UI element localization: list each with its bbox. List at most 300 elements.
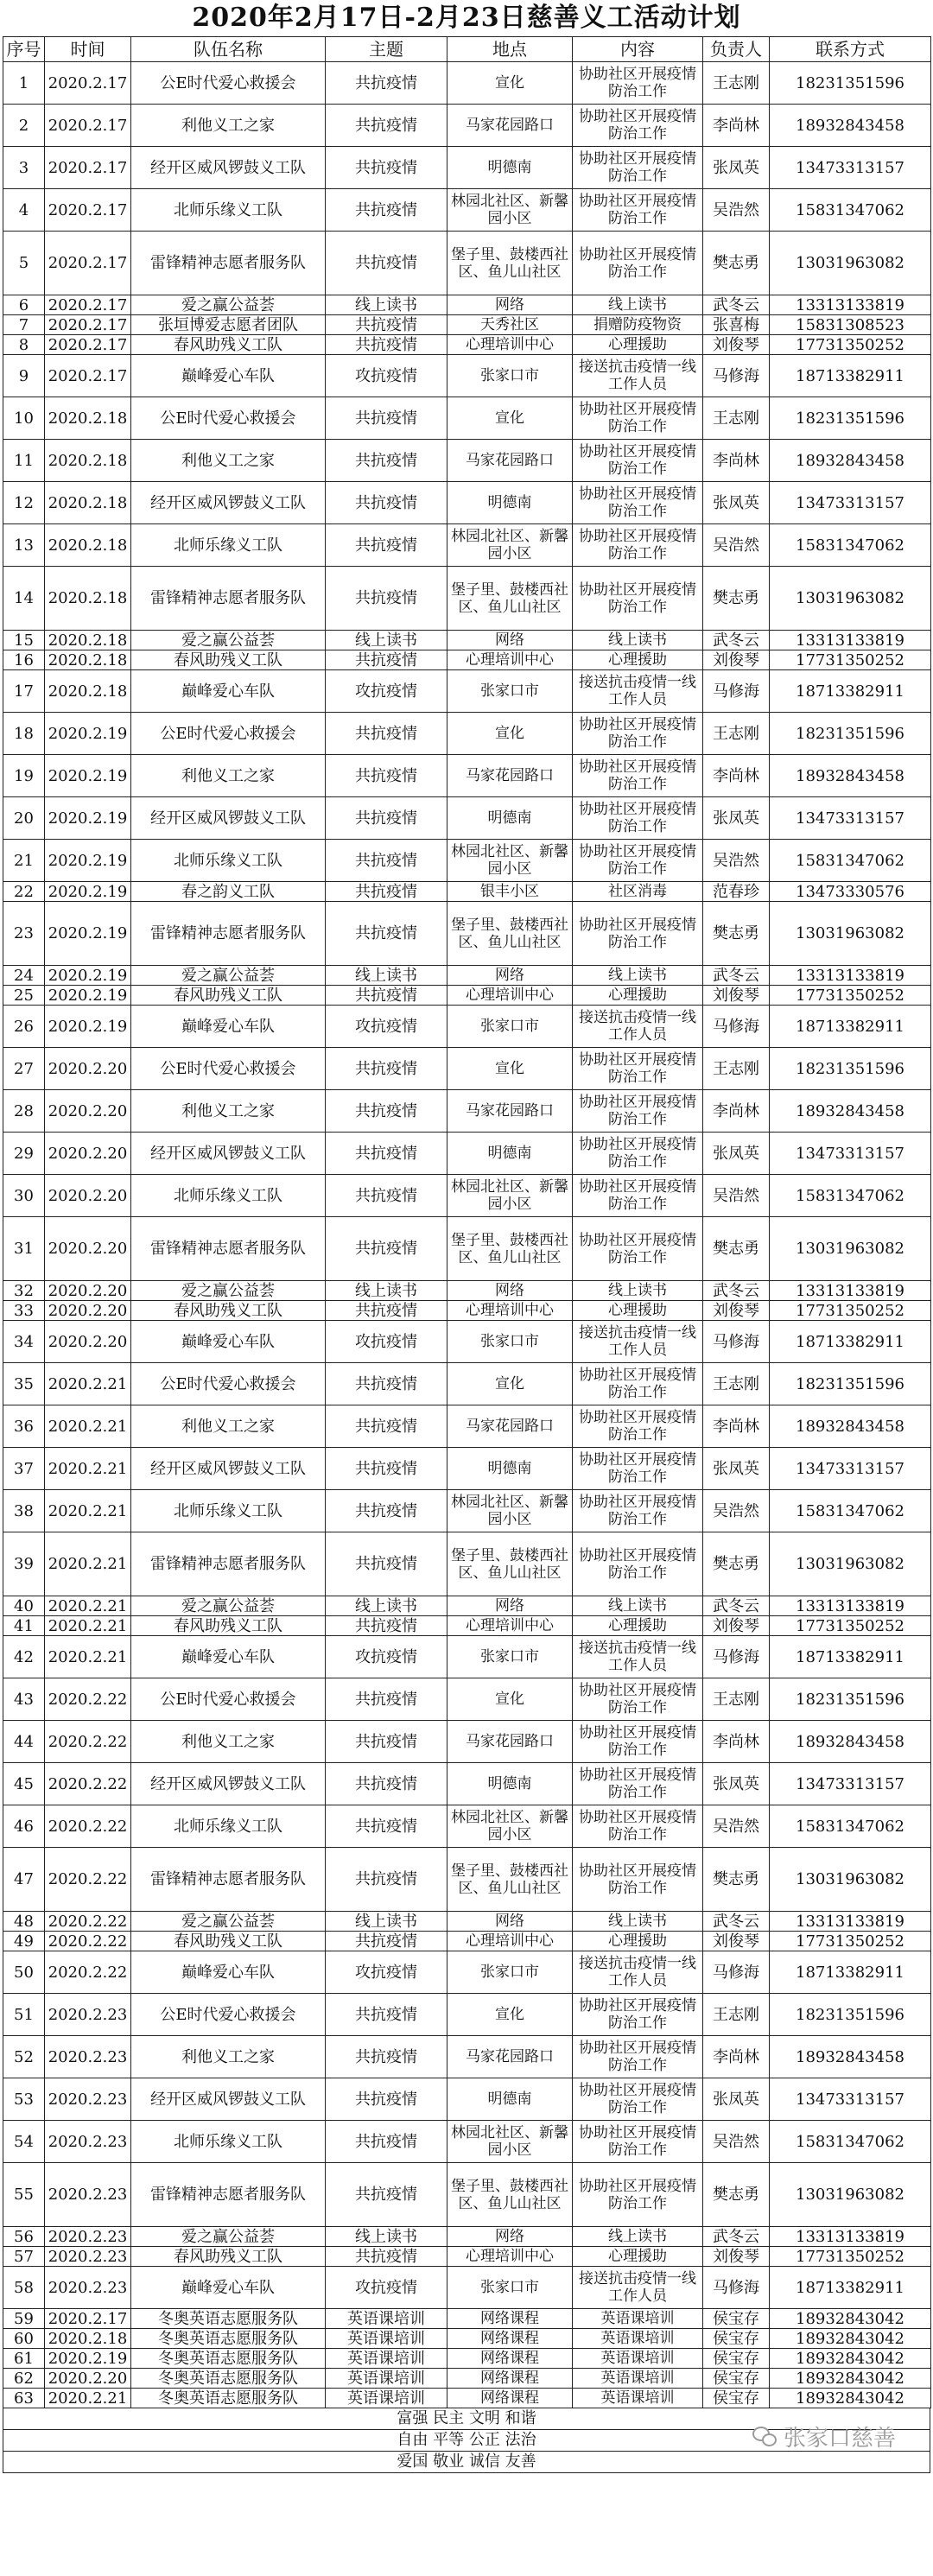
cell-leader: 李尚林 [703,440,770,482]
cell-index: 56 [3,2227,45,2247]
cell-phone: 13473313157 [770,1133,931,1175]
cell-leader: 马修海 [703,355,770,397]
cell-team: 利他义工之家 [131,440,326,482]
cell-theme: 共抗疫情 [326,2247,447,2267]
header-cell: 时间 [45,37,131,62]
cell-index: 4 [3,189,45,232]
cell-date: 2020.2.23 [45,2078,131,2121]
table-row [3,1006,931,1048]
cell-phone: 18713382911 [770,670,931,713]
cell-content: 协助社区开展疫情防治工作 [573,482,703,524]
cell-theme: 共抗疫情 [326,1848,447,1912]
header-cell: 负责人 [703,37,770,62]
cell-phone: 18231351596 [770,1048,931,1090]
cell-theme: 共抗疫情 [326,1301,447,1321]
table-row [3,2329,931,2349]
cell-theme: 攻抗疫情 [326,1006,447,1048]
cell-place: 明德南 [447,1133,573,1175]
cell-phone: 13031963082 [770,1532,931,1596]
cell-place: 宣化 [447,1048,573,1090]
table-row [3,1721,931,1763]
cell-content: 心理援助 [573,986,703,1006]
cell-leader: 王志刚 [703,1363,770,1405]
cell-phone: 13313133819 [770,1596,931,1616]
cell-place: 宣化 [447,1678,573,1721]
table-row [3,902,931,966]
cell-content: 线上读书 [573,2227,703,2247]
table-row [3,2267,931,2309]
table-row [3,335,931,355]
cell-team: 北师乐缘义工队 [131,1175,326,1217]
cell-leader: 吴浩然 [703,840,770,882]
cell-phone: 18231351596 [770,62,931,105]
cell-phone: 13313133819 [770,1281,931,1301]
cell-phone: 13473313157 [770,482,931,524]
table-body [3,62,931,2408]
watermark-text: 张家口慈善 [783,2425,896,2452]
cell-phone: 13473313157 [770,147,931,189]
cell-place: 网络 [447,966,573,986]
cell-index: 55 [3,2163,45,2227]
cell-place: 张家口市 [447,670,573,713]
cell-date: 2020.2.18 [45,2329,131,2349]
table-row [3,882,931,902]
table-row [3,2349,931,2369]
cell-team: 经开区威风锣鼓义工队 [131,482,326,524]
cell-content: 心理援助 [573,335,703,355]
cell-place: 张家口市 [447,355,573,397]
cell-place: 明德南 [447,1763,573,1805]
cell-leader: 李尚林 [703,2036,770,2078]
cell-leader: 张凤英 [703,1448,770,1490]
cell-date: 2020.2.22 [45,1721,131,1763]
cell-index: 30 [3,1175,45,1217]
cell-team: 经开区威风锣鼓义工队 [131,1763,326,1805]
table-row [3,232,931,295]
cell-index: 29 [3,1133,45,1175]
cell-place: 堡子里、鼓楼西社区、鱼儿山社区 [447,1848,573,1912]
cell-theme: 共抗疫情 [326,2163,447,2227]
cell-content: 线上读书 [573,1912,703,1932]
cell-date: 2020.2.20 [45,1217,131,1281]
cell-phone: 18932843458 [770,105,931,147]
cell-content: 协助社区开展疫情防治工作 [573,902,703,966]
cell-place: 银丰小区 [447,882,573,902]
cell-leader: 李尚林 [703,1721,770,1763]
cell-date: 2020.2.21 [45,1363,131,1405]
cell-content: 协助社区开展疫情防治工作 [573,1090,703,1133]
cell-index: 37 [3,1448,45,1490]
cell-team: 巅峰爱心车队 [131,1321,326,1363]
cell-place: 堡子里、鼓楼西社区、鱼儿山社区 [447,2163,573,2227]
header-cell: 内容 [573,37,703,62]
cell-date: 2020.2.20 [45,1133,131,1175]
cell-theme: 共抗疫情 [326,335,447,355]
cell-theme: 共抗疫情 [326,1994,447,2036]
cell-team: 雷锋精神志愿者服务队 [131,232,326,295]
header-cell: 地点 [447,37,573,62]
cell-place: 堡子里、鼓楼西社区、鱼儿山社区 [447,1532,573,1596]
table-row [3,1532,931,1596]
cell-theme: 共抗疫情 [326,105,447,147]
cell-date: 2020.2.22 [45,1848,131,1912]
cell-date: 2020.2.20 [45,2369,131,2389]
cell-team: 春之韵义工队 [131,882,326,902]
cell-leader: 吴浩然 [703,2121,770,2163]
cell-content: 协助社区开展疫情防治工作 [573,189,703,232]
cell-theme: 线上读书 [326,295,447,315]
cell-content: 协助社区开展疫情防治工作 [573,1363,703,1405]
cell-content: 协助社区开展疫情防治工作 [573,1763,703,1805]
cell-place: 林园北社区、新馨园小区 [447,1805,573,1848]
cell-content: 协助社区开展疫情防治工作 [573,713,703,755]
cell-place: 马家花园路口 [447,1721,573,1763]
cell-index: 48 [3,1912,45,1932]
cell-index: 51 [3,1994,45,2036]
cell-phone: 13473313157 [770,2078,931,2121]
table-row [3,1848,931,1912]
cell-theme: 共抗疫情 [326,62,447,105]
cell-place: 网络课程 [447,2349,573,2369]
cell-index: 34 [3,1321,45,1363]
cell-place: 心理培训中心 [447,1301,573,1321]
cell-phone: 18231351596 [770,1678,931,1721]
table-row [3,670,931,713]
cell-content: 线上读书 [573,295,703,315]
cell-team: 巅峰爱心车队 [131,670,326,713]
cell-index: 23 [3,902,45,966]
cell-place: 明德南 [447,1448,573,1490]
cell-team: 经开区威风锣鼓义工队 [131,1133,326,1175]
cell-place: 马家花园路口 [447,1090,573,1133]
cell-phone: 18932843458 [770,2036,931,2078]
cell-theme: 线上读书 [326,966,447,986]
footer-slogan: 富强 民主 文明 和谐 [3,2408,930,2430]
cell-content: 英语课培训 [573,2369,703,2389]
cell-place: 宣化 [447,713,573,755]
cell-date: 2020.2.18 [45,631,131,650]
cell-leader: 侯宝存 [703,2369,770,2389]
cell-theme: 共抗疫情 [326,840,447,882]
table-row [3,105,931,147]
cell-team: 爱之赢公益荟 [131,2227,326,2247]
cell-team: 公E时代爱心救援会 [131,1363,326,1405]
cell-date: 2020.2.19 [45,902,131,966]
cell-theme: 攻抗疫情 [326,1636,447,1678]
cell-date: 2020.2.21 [45,1616,131,1636]
table-row [3,62,931,105]
cell-phone: 18932843042 [770,2309,931,2329]
cell-place: 网络课程 [447,2329,573,2349]
table-row [3,1951,931,1994]
table-header-row [3,37,931,62]
table-row [3,631,931,650]
cell-team: 雷锋精神志愿者服务队 [131,2163,326,2227]
cell-content: 协助社区开展疫情防治工作 [573,797,703,840]
cell-content: 协助社区开展疫情防治工作 [573,2078,703,2121]
cell-date: 2020.2.22 [45,1763,131,1805]
cell-phone: 13313133819 [770,966,931,986]
cell-place: 张家口市 [447,1636,573,1678]
cell-index: 11 [3,440,45,482]
cell-place: 网络 [447,1596,573,1616]
cell-date: 2020.2.17 [45,189,131,232]
cell-date: 2020.2.19 [45,840,131,882]
cell-index: 24 [3,966,45,986]
cell-content: 线上读书 [573,966,703,986]
cell-index: 52 [3,2036,45,2078]
cell-team: 公E时代爱心救援会 [131,1048,326,1090]
cell-content: 协助社区开展疫情防治工作 [573,105,703,147]
cell-phone: 18231351596 [770,713,931,755]
cell-phone: 15831347062 [770,2121,931,2163]
cell-phone: 18932843042 [770,2369,931,2389]
cell-date: 2020.2.21 [45,1636,131,1678]
cell-leader: 张凤英 [703,1763,770,1805]
cell-team: 公E时代爱心救援会 [131,397,326,440]
cell-leader: 吴浩然 [703,1490,770,1532]
cell-theme: 英语课培训 [326,2369,447,2389]
cell-theme: 共抗疫情 [326,232,447,295]
cell-content: 协助社区开展疫情防治工作 [573,1994,703,2036]
cell-place: 堡子里、鼓楼西社区、鱼儿山社区 [447,232,573,295]
cell-date: 2020.2.22 [45,1678,131,1721]
cell-phone: 13031963082 [770,232,931,295]
cell-theme: 共抗疫情 [326,1763,447,1805]
cell-leader: 武冬云 [703,631,770,650]
cell-index: 43 [3,1678,45,1721]
cell-theme: 英语课培训 [326,2349,447,2369]
cell-leader: 吴浩然 [703,189,770,232]
cell-phone: 18932843458 [770,755,931,797]
cell-leader: 张凤英 [703,482,770,524]
cell-team: 北师乐缘义工队 [131,189,326,232]
cell-theme: 共抗疫情 [326,650,447,670]
cell-leader: 马修海 [703,1006,770,1048]
cell-leader: 吴浩然 [703,1805,770,1848]
cell-theme: 共抗疫情 [326,1805,447,1848]
cell-index: 17 [3,670,45,713]
cell-team: 爱之赢公益荟 [131,966,326,986]
table-row [3,1805,931,1848]
cell-team: 张垣博爱志愿者团队 [131,315,326,335]
cell-date: 2020.2.19 [45,966,131,986]
cell-theme: 共抗疫情 [326,1721,447,1763]
cell-place: 张家口市 [447,2267,573,2309]
cell-place: 宣化 [447,1994,573,2036]
table-row [3,1678,931,1721]
cell-leader: 刘俊琴 [703,650,770,670]
cell-phone: 13031963082 [770,567,931,631]
cell-team: 巅峰爱心车队 [131,355,326,397]
cell-date: 2020.2.18 [45,567,131,631]
cell-place: 网络课程 [447,2369,573,2389]
cell-date: 2020.2.18 [45,440,131,482]
cell-leader: 王志刚 [703,713,770,755]
cell-team: 北师乐缘义工队 [131,840,326,882]
cell-team: 经开区威风锣鼓义工队 [131,2078,326,2121]
table-row [3,1133,931,1175]
cell-content: 协助社区开展疫情防治工作 [573,62,703,105]
cell-team: 公E时代爱心救援会 [131,1678,326,1721]
cell-index: 38 [3,1490,45,1532]
cell-index: 31 [3,1217,45,1281]
cell-index: 13 [3,524,45,567]
cell-place: 马家花园路口 [447,755,573,797]
table-row [3,966,931,986]
table-row [3,1217,931,1281]
cell-theme: 共抗疫情 [326,1133,447,1175]
cell-theme: 共抗疫情 [326,902,447,966]
cell-team: 冬奥英语志愿服务队 [131,2349,326,2369]
cell-team: 爱之赢公益荟 [131,295,326,315]
cell-index: 5 [3,232,45,295]
cell-index: 58 [3,2267,45,2309]
cell-team: 爱之赢公益荟 [131,1912,326,1932]
table-row [3,1405,931,1448]
cell-place: 网络 [447,1912,573,1932]
cell-team: 利他义工之家 [131,2036,326,2078]
cell-leader: 马修海 [703,1951,770,1994]
cell-leader: 樊志勇 [703,2163,770,2227]
table-row [3,1994,931,2036]
cell-index: 50 [3,1951,45,1994]
table-row [3,147,931,189]
cell-place: 马家花园路口 [447,440,573,482]
cell-index: 14 [3,567,45,631]
table-row [3,1301,931,1321]
cell-index: 19 [3,755,45,797]
cell-date: 2020.2.17 [45,315,131,335]
cell-content: 捐赠防疫物资 [573,315,703,335]
cell-phone: 18231351596 [770,1363,931,1405]
cell-leader: 王志刚 [703,62,770,105]
cell-date: 2020.2.21 [45,1532,131,1596]
cell-team: 春风助残义工队 [131,2247,326,2267]
cell-phone: 15831347062 [770,1175,931,1217]
cell-theme: 攻抗疫情 [326,670,447,713]
cell-team: 利他义工之家 [131,1405,326,1448]
cell-leader: 樊志勇 [703,232,770,295]
cell-leader: 王志刚 [703,397,770,440]
cell-place: 网络 [447,631,573,650]
table-row [3,295,931,315]
cell-leader: 刘俊琴 [703,1932,770,1951]
cell-leader: 王志刚 [703,1994,770,2036]
cell-date: 2020.2.21 [45,1490,131,1532]
cell-team: 北师乐缘义工队 [131,1805,326,1848]
table-row [3,397,931,440]
cell-leader: 刘俊琴 [703,1301,770,1321]
cell-team: 巅峰爱心车队 [131,1951,326,1994]
cell-theme: 共抗疫情 [326,1448,447,1490]
watermark [752,2419,896,2453]
cell-index: 10 [3,397,45,440]
cell-place: 明德南 [447,2078,573,2121]
cell-content: 协助社区开展疫情防治工作 [573,1217,703,1281]
cell-leader: 马修海 [703,670,770,713]
cell-leader: 刘俊琴 [703,2247,770,2267]
cell-leader: 侯宝存 [703,2329,770,2349]
cell-index: 54 [3,2121,45,2163]
cell-date: 2020.2.21 [45,1596,131,1616]
cell-date: 2020.2.21 [45,2389,131,2408]
table-row [3,1175,931,1217]
cell-place: 网络课程 [447,2389,573,2408]
table-row [3,1596,931,1616]
cell-phone: 18932843458 [770,440,931,482]
cell-place: 张家口市 [447,1006,573,1048]
cell-index: 47 [3,1848,45,1912]
cell-leader: 马修海 [703,1636,770,1678]
cell-date: 2020.2.19 [45,2349,131,2369]
table-row [3,2227,931,2247]
cell-place: 网络 [447,1281,573,1301]
cell-index: 28 [3,1090,45,1133]
cell-index: 12 [3,482,45,524]
cell-date: 2020.2.19 [45,882,131,902]
table-row [3,355,931,397]
table-row [3,1281,931,1301]
cell-team: 北师乐缘义工队 [131,2121,326,2163]
cell-place: 林园北社区、新馨园小区 [447,840,573,882]
table-row [3,1932,931,1951]
cell-date: 2020.2.22 [45,1912,131,1932]
table-row [3,986,931,1006]
cell-content: 心理援助 [573,650,703,670]
cell-theme: 共抗疫情 [326,1405,447,1448]
cell-content: 协助社区开展疫情防治工作 [573,1175,703,1217]
cell-leader: 武冬云 [703,1912,770,1932]
cell-date: 2020.2.20 [45,1048,131,1090]
cell-leader: 樊志勇 [703,1848,770,1912]
cell-team: 雷锋精神志愿者服务队 [131,1848,326,1912]
cell-team: 利他义工之家 [131,1090,326,1133]
cell-phone: 13031963082 [770,902,931,966]
table-row [3,1616,931,1636]
cell-theme: 共抗疫情 [326,189,447,232]
cell-phone: 17731350252 [770,1301,931,1321]
cell-team: 雷锋精神志愿者服务队 [131,902,326,966]
cell-team: 春风助残义工队 [131,1932,326,1951]
cell-theme: 共抗疫情 [326,986,447,1006]
table-row [3,2389,931,2408]
cell-leader: 武冬云 [703,966,770,986]
cell-team: 利他义工之家 [131,1721,326,1763]
cell-phone: 18713382911 [770,1321,931,1363]
cell-date: 2020.2.21 [45,1405,131,1448]
cell-team: 巅峰爱心车队 [131,1006,326,1048]
footer [3,2408,930,2473]
table-row [3,315,931,335]
cell-index: 44 [3,1721,45,1763]
header-cell: 队伍名称 [131,37,326,62]
cell-theme: 共抗疫情 [326,315,447,335]
cell-phone: 18932843458 [770,1721,931,1763]
cell-phone: 15831347062 [770,524,931,567]
cell-content: 接送抗击疫情一线工作人员 [573,355,703,397]
cell-phone: 17731350252 [770,650,931,670]
cell-theme: 共抗疫情 [326,1048,447,1090]
cell-index: 18 [3,713,45,755]
cell-index: 1 [3,62,45,105]
table-row [3,840,931,882]
cell-place: 堡子里、鼓楼西社区、鱼儿山社区 [447,902,573,966]
cell-place: 心理培训中心 [447,2247,573,2267]
cell-phone: 18932843042 [770,2389,931,2408]
cell-team: 冬奥英语志愿服务队 [131,2389,326,2408]
cell-date: 2020.2.20 [45,1281,131,1301]
